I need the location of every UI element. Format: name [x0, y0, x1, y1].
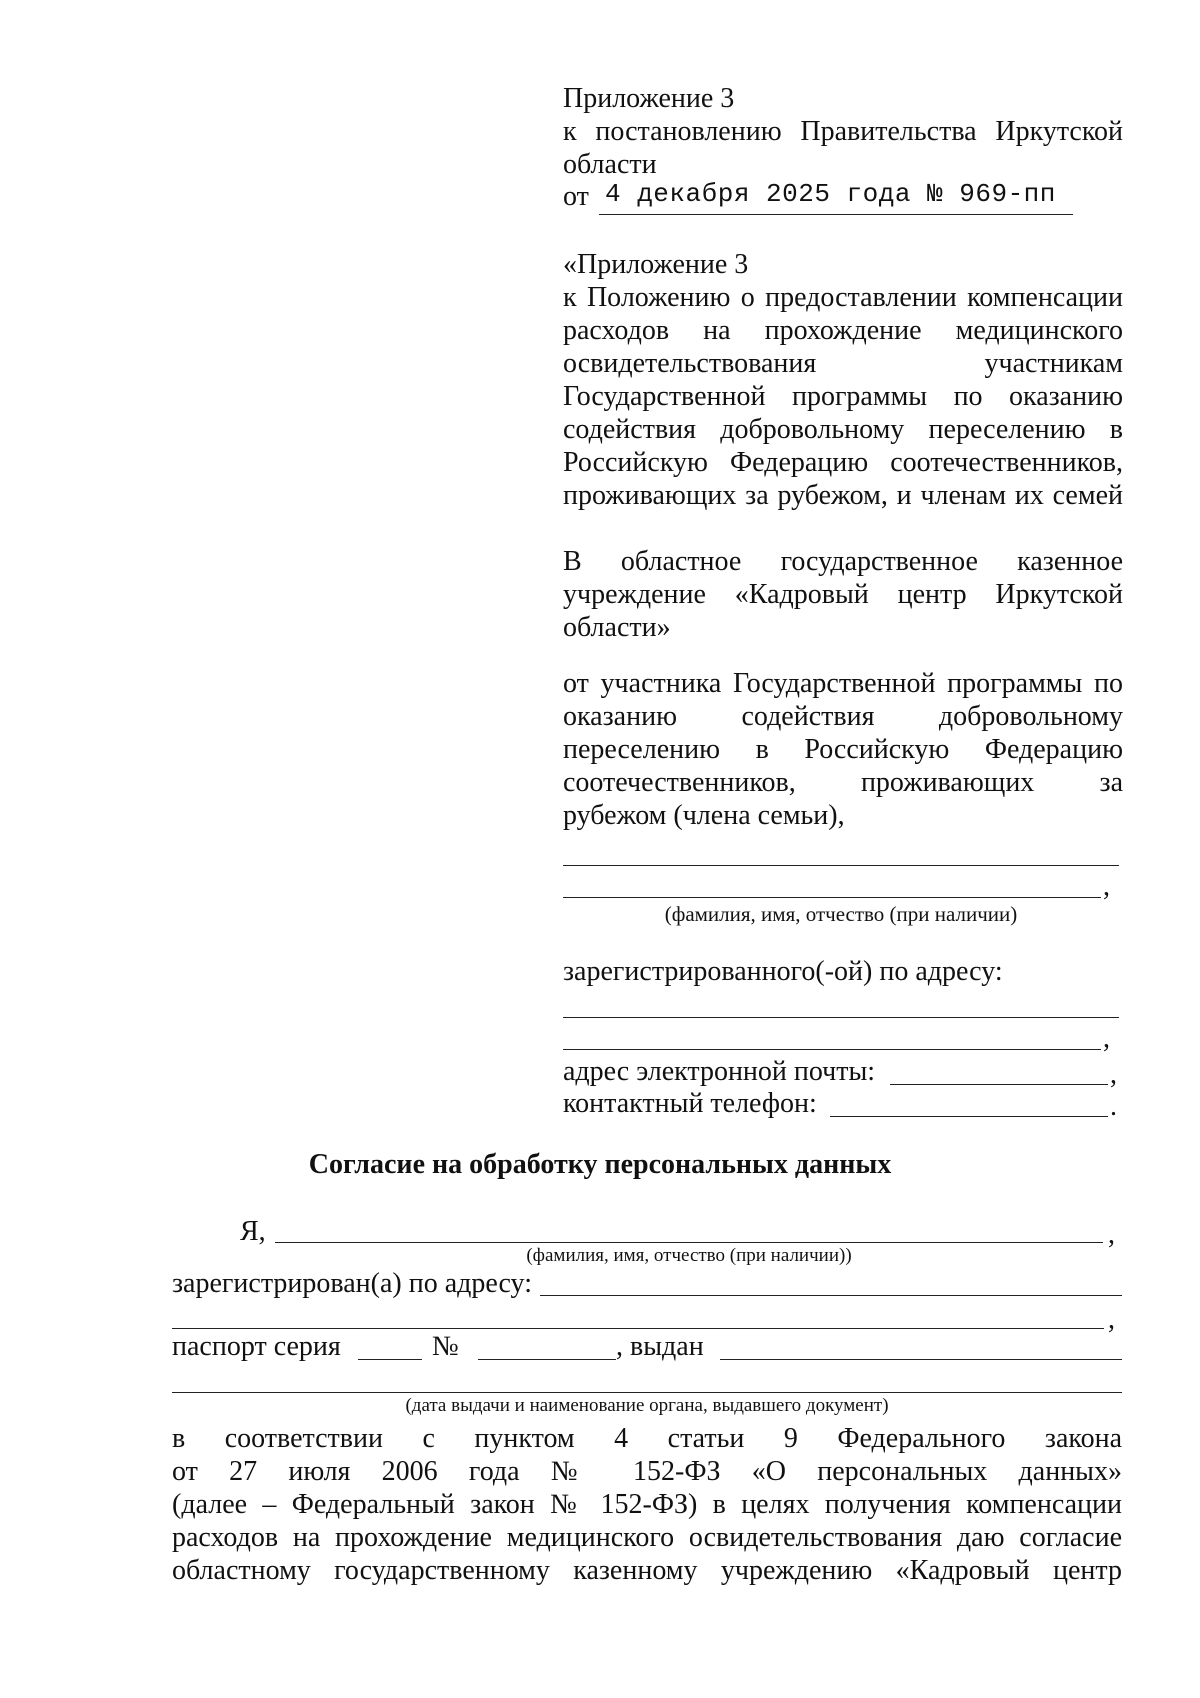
sender-name-field-line-2[interactable] — [563, 897, 1101, 898]
passport-issued-field-line-2[interactable] — [172, 1392, 1122, 1393]
appendix-line-2: к постановлению Правительства Иркутской — [563, 116, 1123, 147]
consent-body-line: (далее – Федеральный закон № 152-ФЗ) в целях получения компенсации — [172, 1489, 1122, 1520]
appendix-title: Приложение 3 — [563, 83, 735, 114]
email-label: адрес электронной почты: — [563, 1056, 876, 1087]
passport-issued-label: , выдан — [616, 1331, 704, 1362]
consent-i-label: Я, — [240, 1216, 266, 1247]
sender-block — [563, 667, 1123, 832]
consent-fio-comma: , — [1108, 1219, 1115, 1250]
consent-fio-caption: (фамилия, имя, отчество (при наличии)) — [526, 1245, 852, 1266]
email-field-line[interactable] — [890, 1084, 1108, 1085]
regulation-line: к Положению о предоставлении компенсации — [563, 282, 1123, 313]
date-prefix: от — [563, 181, 589, 212]
passport-number-field[interactable] — [478, 1359, 616, 1360]
date-underline — [599, 214, 1073, 215]
sender-line: соотечественников, проживающих за — [563, 767, 1123, 798]
sender-address-field-line-2[interactable] — [563, 1049, 1101, 1050]
consent-body — [172, 1422, 1122, 1587]
consent-body-line: расходов на прохождение медицинского освидетельствования даю согласие — [172, 1522, 1122, 1553]
sender-line: рубежом (члена семьи), — [563, 800, 845, 831]
sender-address-comma: , — [1103, 1023, 1110, 1054]
appendix-line-3: области — [563, 149, 657, 180]
addressee-line: учреждение «Кадровый центр Иркутской — [563, 579, 1123, 610]
sender-line: переселению в Российскую Федерацию — [563, 734, 1123, 765]
consent-registered-label: зарегистрирован(а) по адресу: — [172, 1268, 532, 1299]
regulation-line: освидетельствования участникам — [563, 348, 1123, 379]
consent-fio-field-line[interactable] — [275, 1242, 1103, 1243]
consent-address-field-line-1[interactable] — [540, 1295, 1122, 1296]
appendix-header — [563, 82, 1123, 181]
addressee-line: В областное государственное казенное — [563, 546, 1123, 577]
addressee-block — [563, 545, 1123, 644]
regulation-line: Государственной программы по оказанию — [563, 381, 1123, 412]
passport-series-label: паспорт серия — [172, 1331, 341, 1362]
phone-field-line[interactable] — [830, 1116, 1108, 1117]
resolution-date-row — [563, 180, 1073, 220]
consent-title: Согласие на обработку персональных данных — [308, 1149, 892, 1180]
regulation-line: проживающих за рубежом, и членам их семей — [563, 480, 1123, 511]
passport-issued-field-line-1[interactable] — [720, 1359, 1122, 1360]
consent-body-line: от 27 июля 2006 года № 152-ФЗ «О персональных данных» — [172, 1456, 1122, 1487]
passport-number-label: № — [432, 1331, 459, 1362]
regulation-line: «Приложение 3 — [563, 249, 749, 280]
consent-body-line: в соответствии с пунктом 4 статьи 9 Федерального закона — [172, 1423, 1122, 1454]
phone-label: контактный телефон: — [563, 1088, 817, 1119]
regulation-line: Российскую Федерацию соотечественников, — [563, 447, 1123, 478]
regulation-line: содействия добровольному переселению в — [563, 414, 1123, 445]
sender-line: от участника Государственной программы по — [563, 668, 1123, 699]
sender-name-caption: (фамилия, имя, отчество (при наличии) — [664, 902, 1018, 926]
consent-address-comma: , — [1108, 1304, 1115, 1335]
sender-name-comma: , — [1103, 871, 1110, 902]
sender-address-field-line-1[interactable] — [563, 1017, 1119, 1018]
email-comma: , — [1110, 1059, 1117, 1090]
sender-name-field-line-1[interactable] — [563, 865, 1119, 866]
regulation-reference — [563, 248, 1123, 512]
addressee-line: области» — [563, 612, 671, 643]
regulation-line: расходов на прохождение медицинского — [563, 315, 1123, 346]
passport-issue-caption: (дата выдачи и наименование органа, выдавшего документ) — [405, 1395, 889, 1416]
sender-line: оказанию содействия добровольному — [563, 701, 1123, 732]
consent-body-line: областному государственному казенному учреждению «Кадровый центр — [172, 1555, 1122, 1586]
passport-series-field[interactable] — [358, 1359, 422, 1360]
sender-registered-label: зарегистрированного(-ой) по адресу: — [563, 956, 1003, 987]
consent-address-field-line-2[interactable] — [172, 1328, 1104, 1329]
phone-period: . — [1110, 1091, 1117, 1122]
resolution-date-stamp: 4 декабря 2025 года № 969-пп — [605, 179, 1056, 209]
